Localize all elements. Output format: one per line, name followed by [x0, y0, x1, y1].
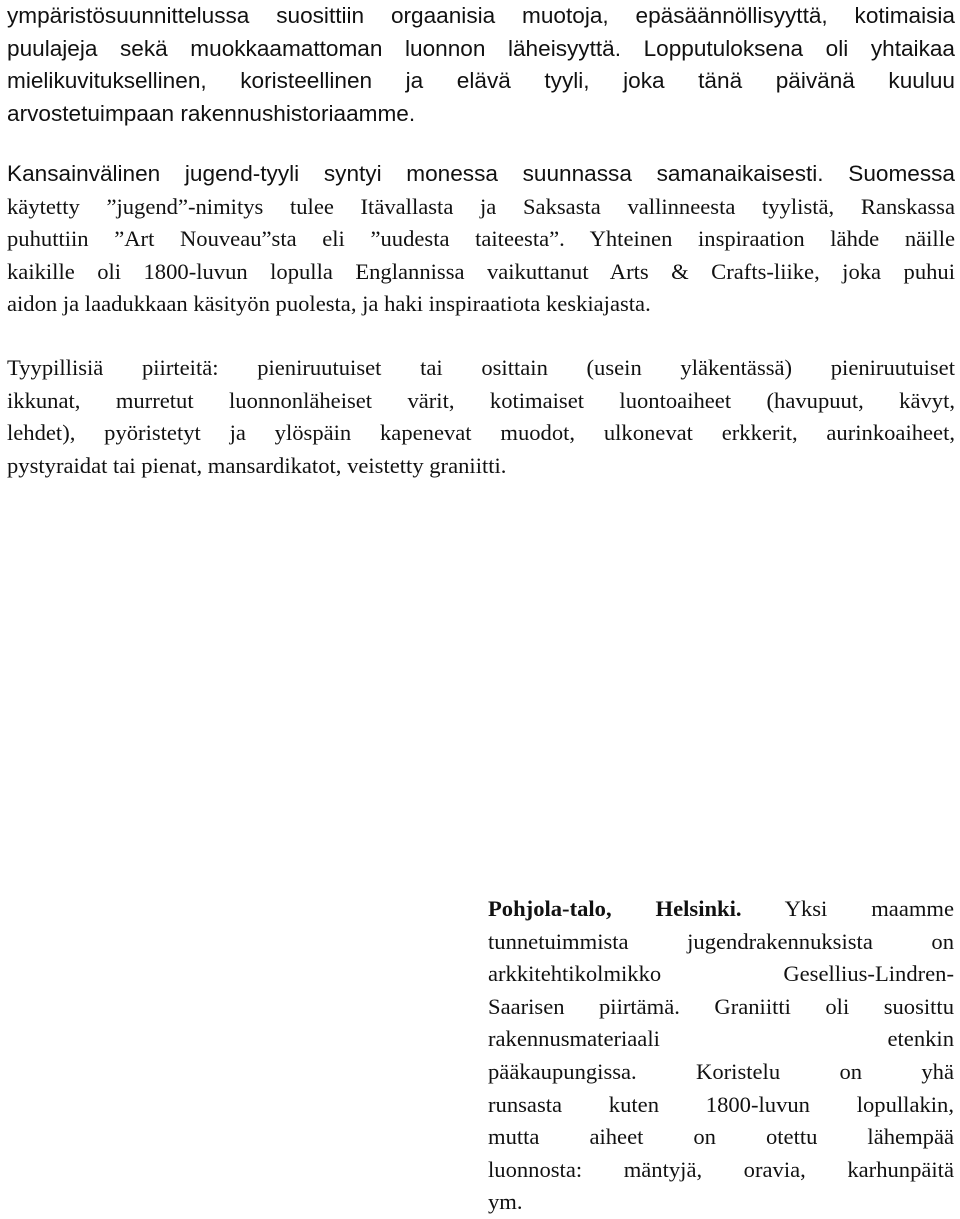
- caption-line: runsasta kuten 1800-luvun lopullakin,: [488, 1091, 954, 1117]
- caption-line: tunnetuimmista jugendrakennuksista on: [488, 928, 954, 954]
- text-line: puulajeja sekä muokkaamattoman luonnon läheisyyttä. Lopputuloksena oli yhtaikaa: [7, 35, 955, 61]
- text-line: arvostetuimpaan rakennushistoriaamme.: [7, 100, 416, 126]
- caption-title: Pohjola-talo, Helsinki.: [488, 896, 742, 921]
- caption-line: luonnosta: mäntyjä, oravia, karhunpäitä: [488, 1156, 954, 1182]
- text-line: puhuttiin ”Art Nouveau”sta eli ”uudesta taiteesta”. Yhteinen inspiraation lähde näille: [7, 226, 955, 251]
- paragraph-typical-features: [7, 352, 955, 482]
- caption-line: rakennusmateriaali etenkin: [488, 1026, 954, 1052]
- text-line: kaikille oli 1800-luvun lopulla Englannissa vaikuttanut Arts & Crafts-liike, joka puhui: [7, 258, 955, 284]
- text-line: ympäristösuunnittelussa suosittiin orgaanisia muotoja, epäsäännöllisyyttä, kotimaisia: [7, 3, 955, 28]
- text-line: pystyraidat tai pienat, mansardikatot, veistetty graniitti.: [7, 452, 507, 478]
- caption-text: Yksi maamme: [784, 896, 955, 921]
- text-line: käytetty ”jugend”-nimitys tulee Itävallasta ja Saksasta vallinneesta tyylistä, Ranskassa: [7, 193, 955, 219]
- caption-line: pääkaupungissa. Koristelu on yhä: [488, 1058, 954, 1084]
- caption-line: arkkitehtikolmikko Gesellius-Lindren-: [488, 961, 954, 987]
- image-caption: [488, 893, 954, 1219]
- text-line: Kansainvälinen jugend-tyyli syntyi monessa suunnassa samanaikaisesti. Suomessa: [7, 161, 955, 186]
- paragraph-jugend-origin: [7, 158, 955, 321]
- text-line: lehdet), pyöristetyt ja ylöspäin kapenevat muodot, ulkonevat erkkerit, aurinkoaiheet,: [7, 420, 955, 445]
- text-line: ikkunat, murretut luonnonläheiset värit, kotimaiset luontoaiheet (havupuut, kävyt,: [7, 387, 955, 413]
- caption-line: ym.: [488, 1189, 523, 1215]
- text-line: aidon ja laadukkaan käsityön puolesta, ja haki inspiraatiota keskiajasta.: [7, 291, 651, 316]
- caption-line: mutta aiheet on otettu lähempää: [488, 1124, 954, 1150]
- paragraph-intro-continuation: [7, 0, 955, 130]
- text-line: mielikuvituksellinen, koristeellinen ja elävä tyyli, joka tänä päivänä kuuluu: [7, 68, 955, 93]
- text-line: Tyypillisiä piirteitä: pieniruutuiset tai osittain (usein yläkentässä) pieniruutuiset: [7, 355, 955, 380]
- caption-line: Saarisen piirtämä. Graniitti oli suosittu: [488, 993, 954, 1019]
- caption-first-line: [488, 893, 954, 926]
